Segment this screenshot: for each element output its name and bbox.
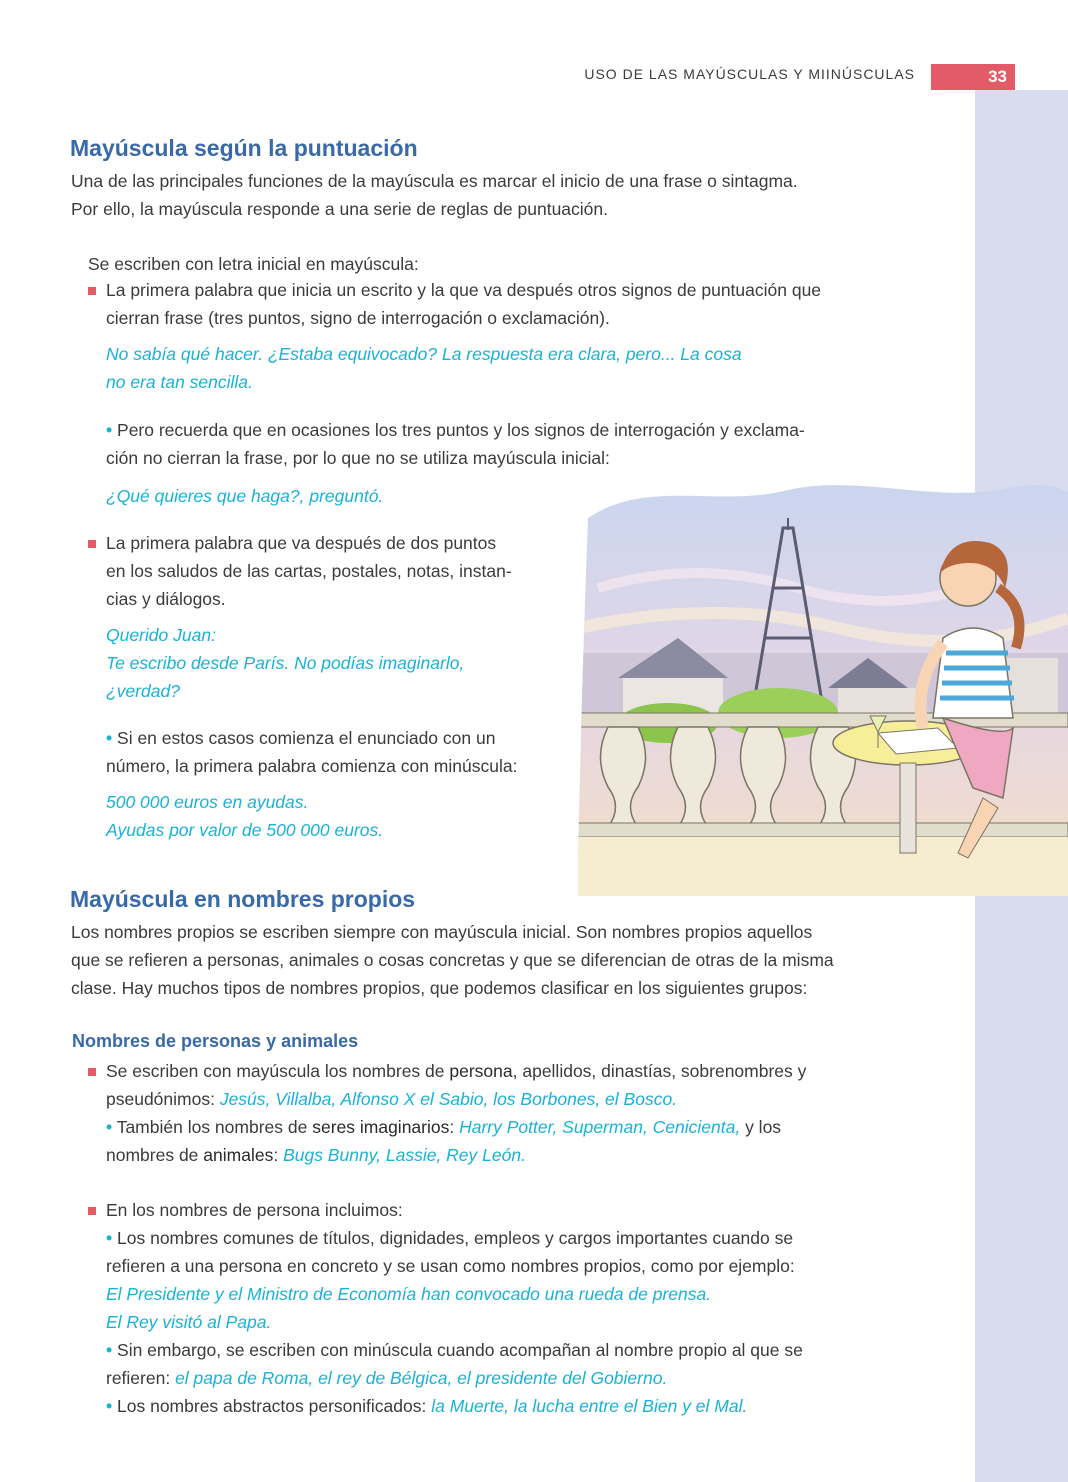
note-text: nombres de animales: Bugs Bunny, Lassie, Rey León.: [106, 1145, 526, 1165]
paris-terrace-illustration: [578, 478, 1068, 896]
rule-text: La primera palabra que inicia un escrito y la que va después otros signos de puntuación que: [106, 280, 822, 300]
example-text: ¿Qué quieres que haga?, preguntó.: [106, 486, 384, 506]
paragraph: que se refieren a personas, animales o cosas concretas y que se diferencian de otras de la misma: [71, 950, 834, 970]
paragraph: Por ello, la mayúscula responde a una serie de reglas de puntuación.: [71, 199, 609, 219]
rule-text: cierran frase (tres puntos, signo de interrogación o exclamación).: [106, 308, 610, 328]
paragraph: clase. Hay muchos tipos de nombres propios, que podemos clasificar en los siguientes grupos:: [71, 978, 808, 998]
example-text: El Rey visitó al Papa.: [106, 1312, 272, 1332]
note-text: ción no cierran la frase, por lo que no se utiliza mayúscula inicial:: [106, 448, 610, 468]
note-text: número, la primera palabra comienza con minúscula:: [106, 756, 518, 776]
section-title: Mayúscula en nombres propios: [70, 886, 416, 912]
note-text: refieren a una persona en concreto y se usan como nombres propios, como por ejemplo:: [106, 1256, 795, 1276]
note-text: • Sin embargo, se escriben con minúscula cuando acompañan al nombre propio al que se: [106, 1340, 803, 1360]
bullet-square: [88, 540, 96, 548]
rule-text: En los nombres de persona incluimos:: [106, 1200, 403, 1220]
bullet-square: [88, 1207, 96, 1215]
paragraph: Los nombres propios se escriben siempre con mayúscula inicial. Son nombres propios aquellos: [71, 922, 813, 942]
example-text: Ayudas por valor de 500 000 euros.: [106, 820, 384, 840]
bullet-square: [88, 287, 96, 295]
paragraph: Una de las principales funciones de la mayúscula es marcar el inicio de una frase o sintagma.: [71, 171, 798, 191]
rule-text: en los saludos de las cartas, postales, notas, instan-: [106, 561, 512, 581]
note-text: refieren: el papa de Roma, el rey de Bélgica, el presidente del Gobierno.: [106, 1368, 668, 1388]
example-text: El Presidente y el Ministro de Economía han convocado una rueda de prensa.: [106, 1284, 712, 1304]
page-number: 33: [931, 64, 1015, 90]
rule-text: pseudónimos: Jesús, Villalba, Alfonso X el Sabio, los Borbones, el Bosco.: [106, 1089, 678, 1109]
note-text: • Los nombres comunes de títulos, dignidades, empleos y cargos importantes cuando se: [106, 1228, 794, 1248]
example-text: ¿verdad?: [106, 681, 180, 701]
example-text: Querido Juan:: [106, 625, 216, 645]
example-text: no era tan sencilla.: [106, 372, 253, 392]
example-text: No sabía qué hacer. ¿Estaba equivocado? La respuesta era clara, pero... La cosa: [106, 344, 742, 364]
rule-text: La primera palabra que va después de dos puntos: [106, 533, 497, 553]
rule-text: cias y diálogos.: [106, 589, 226, 609]
example-text: 500 000 euros en ayudas.: [106, 792, 309, 812]
note-text: • Si en estos casos comienza el enunciado con un: [106, 728, 496, 748]
section-title: Mayúscula según la puntuación: [70, 135, 418, 161]
bullet-square: [88, 1068, 96, 1076]
subsection-title: Nombres de personas y animales: [72, 1031, 359, 1051]
note-text: • Pero recuerda que en ocasiones los tres puntos y los signos de interrogación y exclama-: [106, 420, 805, 440]
running-title: USO DE LAS MAYÚSCULAS Y MIINÚSCULAS: [584, 66, 915, 82]
rule-text: Se escriben con mayúscula los nombres de persona, apellidos, dinastías, sobrenombres y: [106, 1061, 807, 1081]
example-text: Te escribo desde París. No podías imaginarlo,: [106, 653, 465, 673]
note-text: • También los nombres de seres imaginarios: Harry Potter, Superman, Cenicienta, y los: [106, 1117, 782, 1137]
lead-text: Se escriben con letra inicial en mayúscula:: [88, 254, 419, 274]
note-text: • Los nombres abstractos personificados: la Muerte, la lucha entre el Bien y el Mal.: [106, 1396, 748, 1416]
